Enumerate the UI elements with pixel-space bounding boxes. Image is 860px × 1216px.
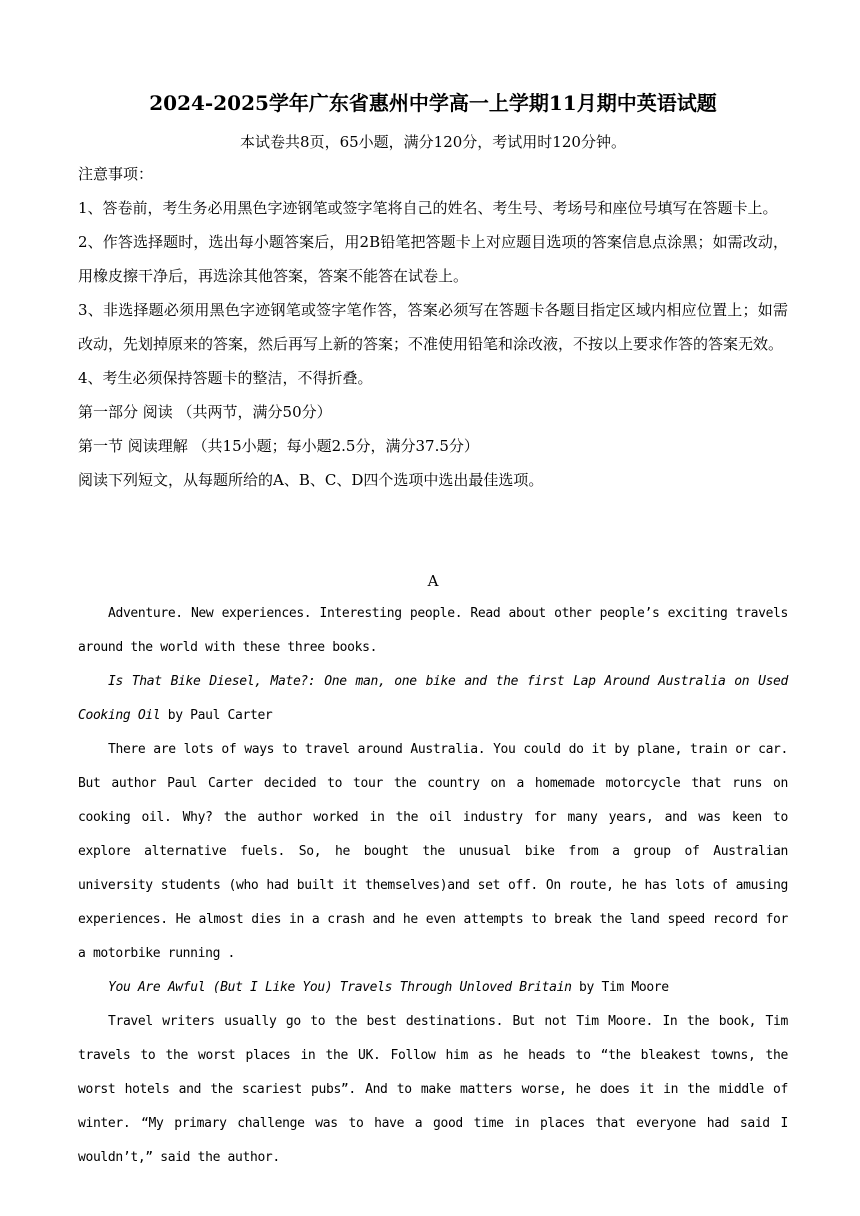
reading-passage xyxy=(78,597,788,1175)
note-item: 1、答卷前，考生务必用黑色字迹钢笔或签字笔将自己的姓名、考生号、考场号和座位号填写在答题卡上。 xyxy=(78,199,778,217)
passage-label: A xyxy=(427,572,439,590)
book-description: There are lots of ways to travel around Australia. You could do it by plane, train or car. But author Paul Carter decided to tour the country on a homemade motorcycle that runs on cooking oil. Why? the author worked in the oil industry for many years, and was keen to explore alternative fuels. So, he bought the unusual bike from a group of Australian university students (who had built it themselves)and set off. On route, he has lots of amusing experiences. He almost dies in a crash and he even attempts to break the land speed record for a motorbike running . xyxy=(78,742,788,961)
section-instruction: 阅读下列短文，从每题所给的A、B、C、D四个选项中选出最佳选项。 xyxy=(78,471,544,489)
page-subtitle: 本试卷共8页，65小题，满分120分，考试用时120分钟。 xyxy=(240,133,626,151)
book-heading xyxy=(78,971,788,1005)
section-heading: 第一节 阅读理解 （共15小题；每小题2.5分，满分37.5分） xyxy=(78,437,479,455)
note-item: 4、考生必须保持答题卡的整洁，不得折叠。 xyxy=(78,369,373,387)
book-title: Is That Bike Diesel, Mate?: One man, one bike and the first Lap Around Australia on Used Cooking Oil xyxy=(78,674,788,723)
page-title: 2024-2025学年广东省惠州中学高一上学期11月期中英语试题 xyxy=(149,91,717,115)
note-item: 3、非选择题必须用黑色字迹钢笔或签字笔作答，答案必须写在答题卡各题目指定区域内相应位置上；如需改动，先划掉原来的答案，然后再写上新的答案；不准使用铅笔和涂改液，不按以上要求作答的答案无效。 xyxy=(78,301,788,353)
passage-intro: Adventure. New experiences. Interesting people. Read about other people’s exciting travels around the world with these three books. xyxy=(78,606,788,655)
note-item: 2、作答选择题时，选出每小题答案后，用2B铅笔把答题卡上对应题目选项的答案信息点涂黑；如需改动，用橡皮擦干净后，再选涂其他答案，答案不能答在试卷上。 xyxy=(78,233,788,285)
exam-notes xyxy=(78,157,788,497)
book-author: by Tim Moore xyxy=(571,980,669,995)
book-title: You Are Awful (But I Like You) Travels Through Unloved Britain xyxy=(108,980,572,995)
notes-heading: 注意事项： xyxy=(78,165,154,183)
book-author: by Paul Carter xyxy=(160,708,273,723)
part-heading: 第一部分 阅读 （共两节，满分50分） xyxy=(78,403,332,421)
book-heading xyxy=(78,665,788,733)
book-description: Travel writers usually go to the best destinations. But not Tim Moore. In the book, Tim travels to the worst places in the UK. Follow him as he heads to “the bleakest towns, the worst hotels and the scariest pubs”. And to make matters worse, he does it in the middle of winter. “My primary challenge was to have a good time in places that everyone had said I wouldn’t,” said the author. xyxy=(78,1014,788,1165)
